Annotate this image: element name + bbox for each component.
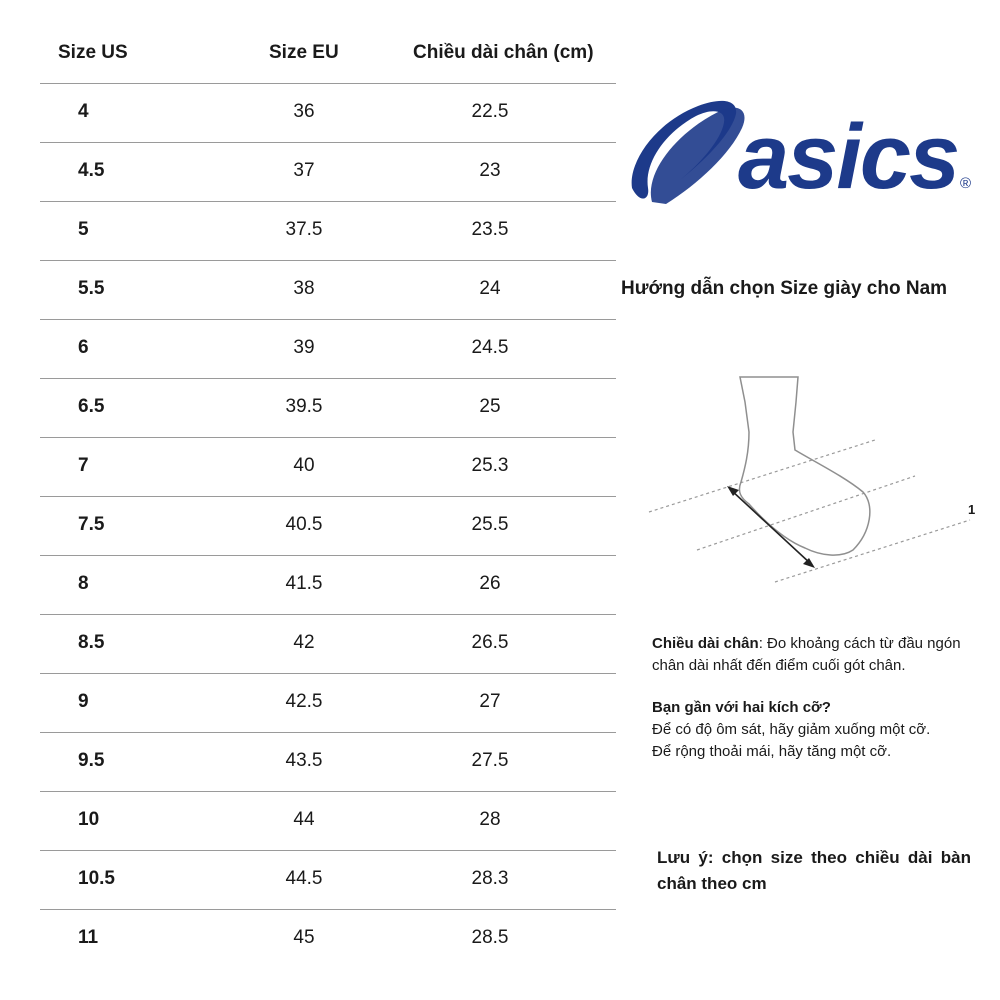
- table-row: [40, 260, 616, 319]
- header-size-eu: Size EU: [269, 42, 339, 63]
- cell-foot-length: 28.3: [471, 868, 509, 889]
- cell-size-eu: 39: [293, 337, 315, 358]
- table-row: [40, 791, 616, 850]
- cell-size-eu: 37: [293, 160, 315, 181]
- cell-foot-length: 27: [479, 691, 501, 712]
- cell-size-eu: 44: [293, 809, 315, 830]
- cell-foot-length: 28: [479, 809, 501, 830]
- cell-foot-length: 25.3: [471, 455, 509, 476]
- size-table-header: [40, 28, 616, 83]
- cell-size-eu: 39.5: [285, 396, 323, 417]
- table-row: [40, 732, 616, 791]
- cell-size-us: 7.5: [78, 514, 105, 535]
- table-row: [40, 319, 616, 378]
- cell-size-eu: 42: [293, 632, 315, 653]
- asics-logo: [626, 92, 978, 210]
- between-sizes-note: [652, 697, 982, 763]
- cell-foot-length: 24.5: [471, 337, 509, 358]
- cell-size-eu: 42.5: [285, 691, 323, 712]
- table-row: [40, 437, 616, 496]
- table-row: [40, 673, 616, 732]
- diagram-label: 1: [968, 502, 976, 517]
- cell-size-eu: 36: [293, 101, 315, 122]
- foot-outline-icon: [739, 377, 869, 555]
- guide-title: Hướng dẫn chọn Size giày cho Nam: [621, 278, 948, 299]
- header-foot-length: Chiều dài chân (cm): [413, 42, 594, 63]
- table-row: [40, 83, 616, 142]
- cell-size-us: 11: [78, 927, 99, 948]
- cell-size-us: 4.5: [78, 160, 105, 181]
- caution-note: Lưu ý: chọn size theo chiều dài bàn chân theo cm: [657, 848, 971, 893]
- cell-size-eu: 37.5: [285, 219, 323, 240]
- cell-foot-length: 24: [479, 278, 501, 299]
- cell-foot-length: 23.5: [471, 219, 509, 240]
- between-sizes-title: Bạn gần với hai kích cỡ?: [652, 699, 831, 716]
- cell-foot-length: 26: [479, 573, 501, 594]
- table-row: [40, 614, 616, 673]
- table-row: [40, 378, 616, 437]
- table-row: [40, 142, 616, 201]
- cell-size-eu: 38: [293, 278, 315, 299]
- cell-size-us: 8.5: [78, 632, 105, 653]
- header-size-us: Size US: [58, 42, 128, 63]
- cell-size-us: 9.5: [78, 750, 105, 771]
- cell-size-eu: 43.5: [285, 750, 323, 771]
- cell-size-eu: 40: [293, 455, 315, 476]
- cell-size-eu: 44.5: [285, 868, 323, 889]
- registered-mark: ®: [960, 175, 972, 192]
- size-table: [40, 28, 616, 968]
- cell-foot-length: 22.5: [471, 101, 509, 122]
- foot-length-label: Chiều dài chân: [652, 635, 759, 652]
- foot-measure-diagram: [645, 372, 985, 592]
- cell-size-us: 9: [78, 691, 89, 712]
- cell-size-us: 8: [78, 573, 89, 594]
- table-row: [40, 850, 616, 909]
- table-row: [40, 909, 616, 968]
- cell-foot-length: 25.5: [471, 514, 509, 535]
- cell-size-us: 4: [78, 101, 89, 122]
- asics-swoosh-icon: [632, 101, 745, 204]
- cell-foot-length: 28.5: [471, 927, 509, 948]
- length-arrow-icon: [727, 486, 815, 568]
- between-sizes-line1: Để có độ ôm sát, hãy giảm xuống một cỡ.: [652, 721, 931, 738]
- cell-foot-length: 27.5: [471, 750, 509, 771]
- cell-size-us: 6.5: [78, 396, 105, 417]
- table-row: [40, 555, 616, 614]
- between-sizes-line2: Để rộng thoải mái, hãy tăng một cỡ.: [652, 743, 892, 760]
- asics-wordmark: asics: [738, 106, 959, 208]
- cell-foot-length: 23: [479, 160, 501, 181]
- table-row: [40, 496, 616, 555]
- cell-size-us: 5.5: [78, 278, 105, 299]
- cell-foot-length: 26.5: [471, 632, 509, 653]
- cell-size-us: 10.5: [78, 868, 115, 889]
- cell-size-us: 6: [78, 337, 89, 358]
- cell-size-us: 10: [78, 809, 100, 830]
- table-row: [40, 201, 616, 260]
- cell-size-us: 7: [78, 455, 89, 476]
- foot-length-text: : Đo khoảng cách từ đầu ngón chân dài nhất đến điểm cuối gót chân.: [652, 635, 961, 674]
- foot-length-note: [652, 633, 982, 677]
- cell-foot-length: 25: [479, 396, 501, 417]
- cell-size-eu: 41.5: [285, 573, 323, 594]
- size-table-body: [40, 83, 616, 968]
- cell-size-us: 5: [78, 219, 89, 240]
- cell-size-eu: 40.5: [285, 514, 323, 535]
- cell-size-eu: 45: [293, 927, 315, 948]
